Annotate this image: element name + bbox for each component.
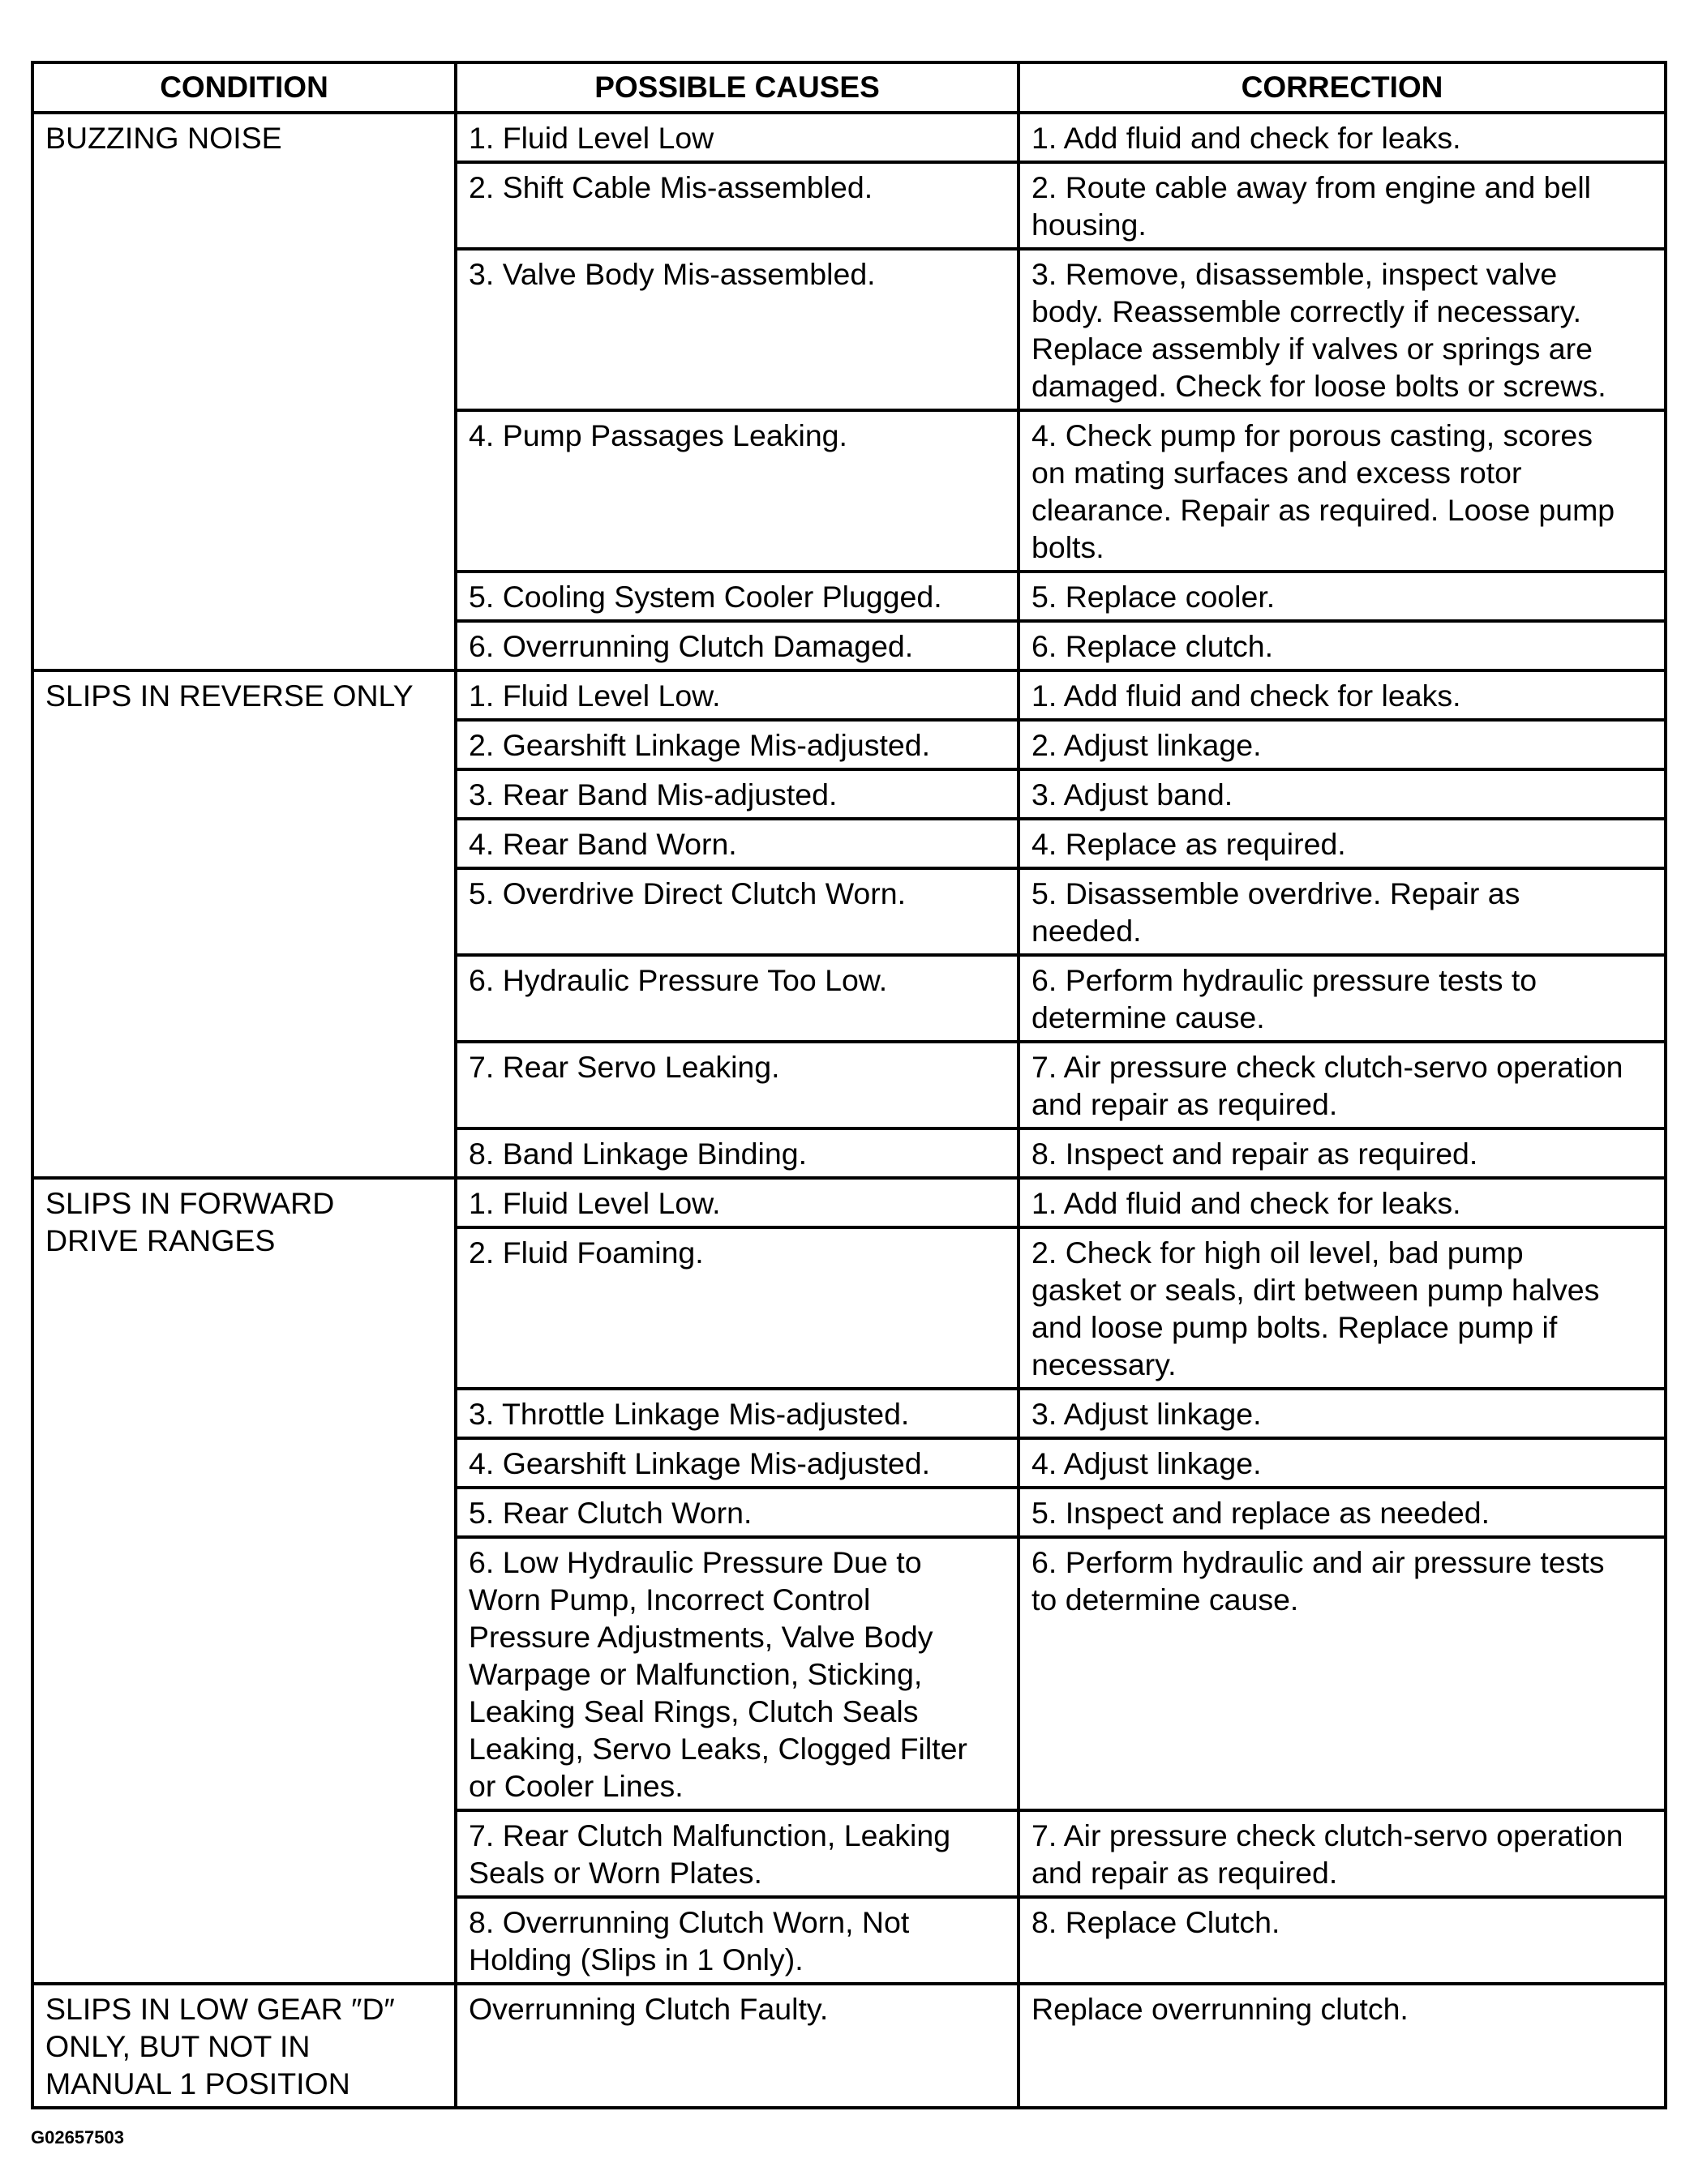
cause-cell: 2. Gearshift Linkage Mis-adjusted. xyxy=(456,720,1019,769)
correction-cell: 4. Check pump for porous casting, scores on mating surfaces and excess rotor clearance. Repair as required. Loose pump bolts. xyxy=(1019,410,1666,572)
correction-cell: 7. Air pressure check clutch-servo operation and repair as required. xyxy=(1019,1042,1666,1128)
correction-cell: 2. Route cable away from engine and bell housing. xyxy=(1019,162,1666,249)
correction-cell: 2. Adjust linkage. xyxy=(1019,720,1666,769)
header-possible-causes: POSSIBLE CAUSES xyxy=(456,62,1019,113)
cause-cell: 5. Rear Clutch Worn. xyxy=(456,1488,1019,1537)
correction-cell: 1. Add fluid and check for leaks. xyxy=(1019,113,1666,162)
header-condition: CONDITION xyxy=(32,62,456,113)
table-row xyxy=(32,1178,1666,1227)
correction-cell: 8. Replace Clutch. xyxy=(1019,1897,1666,1984)
cause-cell: 7. Rear Servo Leaking. xyxy=(456,1042,1019,1128)
cause-cell: 3. Throttle Linkage Mis-adjusted. xyxy=(456,1389,1019,1438)
correction-cell: 4. Replace as required. xyxy=(1019,819,1666,868)
cause-cell: 6. Low Hydraulic Pressure Due to Worn Pump, Incorrect Control Pressure Adjustments, Valve Body Warpage or Malfunction, Sticking, Leaking Seal Rings, Clutch Seals Leaking, Servo Leaks, Clogged Filter or Cooler Lines. xyxy=(456,1537,1019,1810)
correction-cell: 6. Replace clutch. xyxy=(1019,621,1666,670)
correction-cell: 4. Adjust linkage. xyxy=(1019,1438,1666,1488)
correction-cell: 3. Adjust band. xyxy=(1019,769,1666,819)
cause-cell: 2. Fluid Foaming. xyxy=(456,1227,1019,1389)
correction-cell: 3. Adjust linkage. xyxy=(1019,1389,1666,1438)
table-row xyxy=(32,113,1666,162)
condition-cell: SLIPS IN REVERSE ONLY xyxy=(32,670,456,1178)
header-correction: CORRECTION xyxy=(1019,62,1666,113)
cause-cell: 8. Overrunning Clutch Worn, Not Holding (Slips in 1 Only). xyxy=(456,1897,1019,1984)
correction-cell: 2. Check for high oil level, bad pump gasket or seals, dirt between pump halves and loose pump bolts. Replace pump if necessary. xyxy=(1019,1227,1666,1389)
cause-cell: 4. Gearshift Linkage Mis-adjusted. xyxy=(456,1438,1019,1488)
cause-cell: 5. Overdrive Direct Clutch Worn. xyxy=(456,868,1019,955)
correction-cell: 7. Air pressure check clutch-servo operation and repair as required. xyxy=(1019,1810,1666,1897)
correction-cell: 5. Inspect and replace as needed. xyxy=(1019,1488,1666,1537)
correction-cell: 3. Remove, disassemble, inspect valve body. Reassemble correctly if necessary. Replace assembly if valves or springs are damaged. Check for loose bolts or screws. xyxy=(1019,249,1666,410)
condition-cell: SLIPS IN LOW GEAR ″D″ ONLY, BUT NOT IN MANUAL 1 POSITION xyxy=(32,1984,456,2108)
table-row xyxy=(32,1984,1666,2108)
cause-cell: 1. Fluid Level Low. xyxy=(456,1178,1019,1227)
condition-cell: SLIPS IN FORWARD DRIVE RANGES xyxy=(32,1178,456,1984)
table-body xyxy=(32,113,1666,2108)
table-row xyxy=(32,670,1666,720)
cause-cell: 6. Overrunning Clutch Damaged. xyxy=(456,621,1019,670)
condition-cell: BUZZING NOISE xyxy=(32,113,456,670)
correction-cell: 6. Perform hydraulic pressure tests to determine cause. xyxy=(1019,955,1666,1042)
diagnosis-table xyxy=(31,61,1667,2109)
cause-cell: 6. Hydraulic Pressure Too Low. xyxy=(456,955,1019,1042)
cause-cell: 2. Shift Cable Mis-assembled. xyxy=(456,162,1019,249)
cause-cell: 4. Rear Band Worn. xyxy=(456,819,1019,868)
correction-cell: 5. Replace cooler. xyxy=(1019,572,1666,621)
header-row xyxy=(32,62,1666,113)
cause-cell: 1. Fluid Level Low. xyxy=(456,670,1019,720)
cause-cell: 8. Band Linkage Binding. xyxy=(456,1128,1019,1178)
cause-cell: 1. Fluid Level Low xyxy=(456,113,1019,162)
cause-cell: 4. Pump Passages Leaking. xyxy=(456,410,1019,572)
cause-cell: 7. Rear Clutch Malfunction, Leaking Seals or Worn Plates. xyxy=(456,1810,1019,1897)
cause-cell: 3. Valve Body Mis-assembled. xyxy=(456,249,1019,410)
correction-cell: 5. Disassemble overdrive. Repair as needed. xyxy=(1019,868,1666,955)
figure-id: G02657503 xyxy=(31,2127,124,2148)
correction-cell: 6. Perform hydraulic and air pressure tests to determine cause. xyxy=(1019,1537,1666,1810)
cause-cell: 5. Cooling System Cooler Plugged. xyxy=(456,572,1019,621)
correction-cell: Replace overrunning clutch. xyxy=(1019,1984,1666,2108)
correction-cell: 1. Add fluid and check for leaks. xyxy=(1019,670,1666,720)
cause-cell: 3. Rear Band Mis-adjusted. xyxy=(456,769,1019,819)
cause-cell: Overrunning Clutch Faulty. xyxy=(456,1984,1019,2108)
correction-cell: 8. Inspect and repair as required. xyxy=(1019,1128,1666,1178)
correction-cell: 1. Add fluid and check for leaks. xyxy=(1019,1178,1666,1227)
